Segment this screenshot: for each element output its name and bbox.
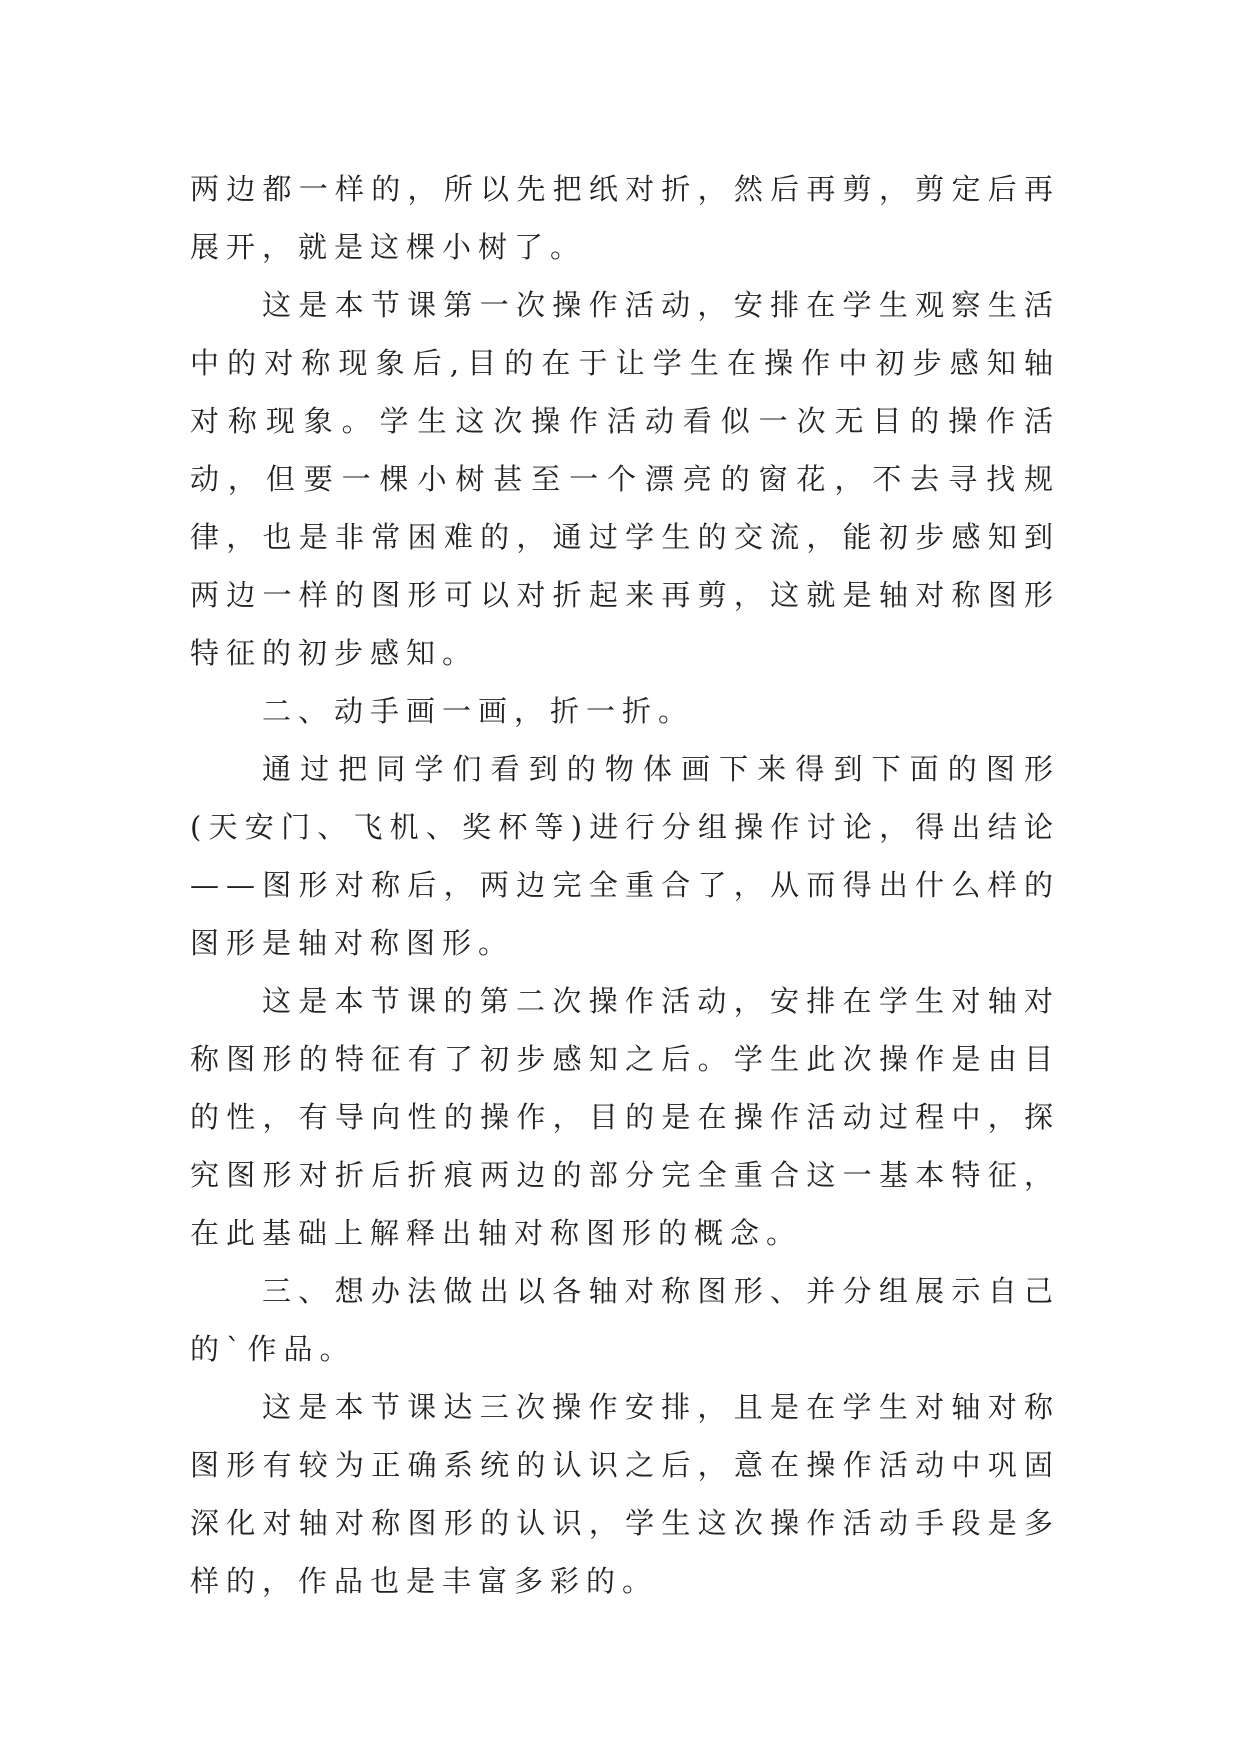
paragraph: 通过把同学们看到的物体画下来得到下面的图形(天安门、飞机、奖杯等)进行分组操作讨论，得出结论——图形对称后，两边完全重合了，从而得出什么样的图形是轴对称图形。 [190,752,1060,960]
section-heading: 二、动手画一画，折一折。 [262,694,695,728]
paragraph: 这是本节课第一次操作活动，安排在学生观察生活中的对称现象后,目的在于让学生在操作中初步感知轴对称现象。学生这次操作活动看似一次无目的操作活动，但要一棵小树甚至一个漂亮的窗花，不去寻找规律，也是非常困难的，通过学生的交流，能初步感知到两边一样的图形可以对折起来再剪，这就是轴对称图形特征的初步感知。 [190,288,1060,670]
section-heading: 三、想办法做出以各轴对称图形、并分组展示自己的`作品。 [190,1274,1060,1366]
paragraph: 两边都一样的，所以先把纸对折，然后再剪，剪定后再展开，就是这棵小树了。 [190,172,1060,264]
paragraph: 这是本节课达三次操作安排，且是在学生对轴对称图形有较为正确系统的认识之后，意在操作活动中巩固深化对轴对称图形的认识，学生这次操作活动手段是多样的，作品也是丰富多彩的。 [190,1390,1060,1598]
paragraph: 这是本节课的第二次操作活动，安排在学生对轴对称图形的特征有了初步感知之后。学生此次操作是由目的性，有导向性的操作，目的是在操作活动过程中，探究图形对折后折痕两边的部分完全重合这一基本特征，在此基础上解释出轴对称图形的概念。 [190,984,1060,1250]
document-body [190,160,1060,1610]
